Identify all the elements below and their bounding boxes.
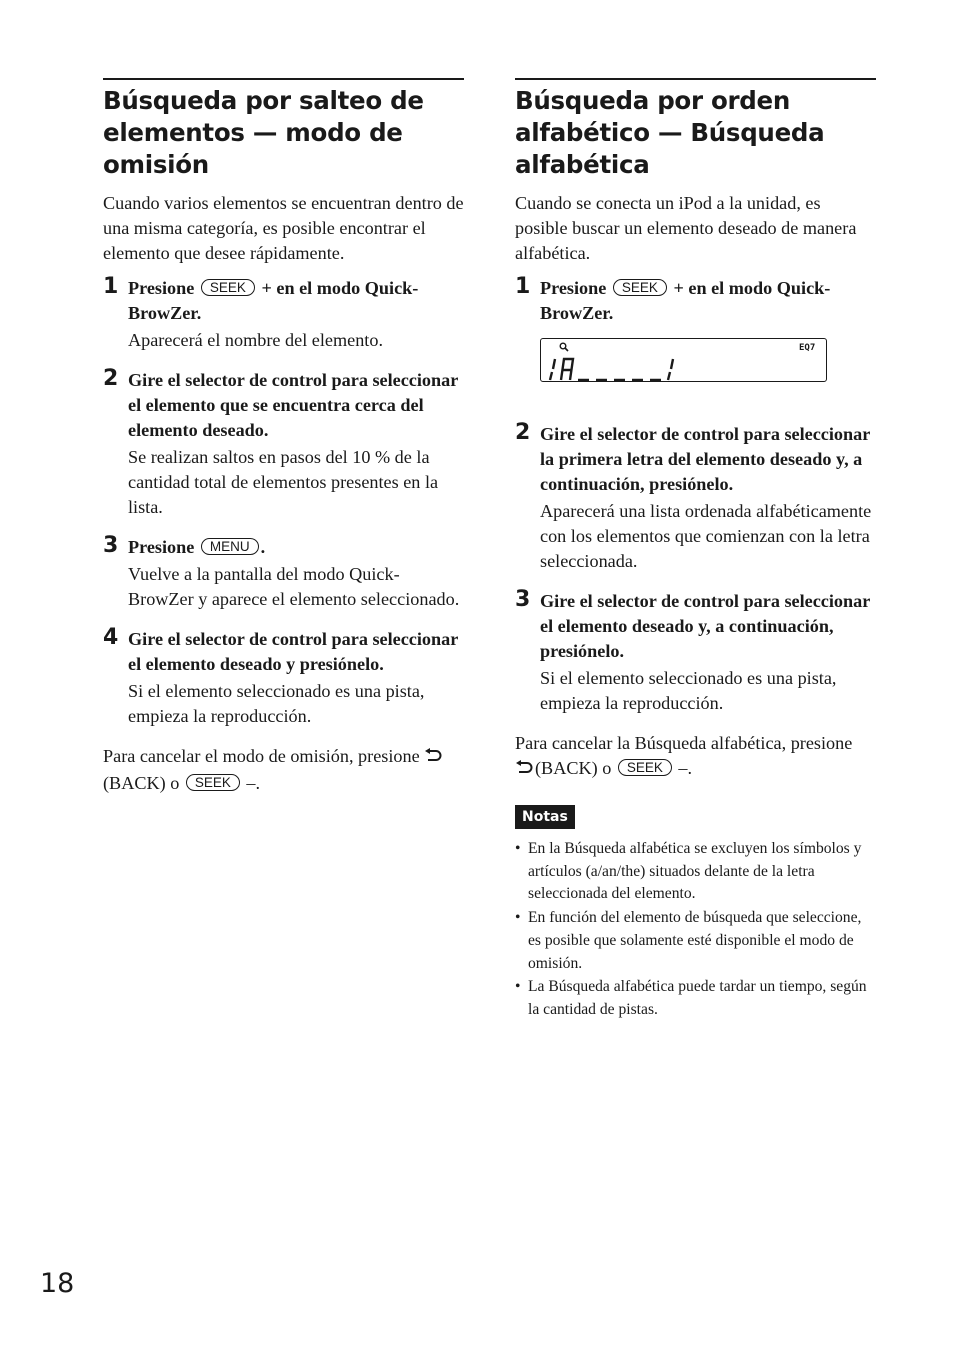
notes-list	[515, 838, 876, 1022]
step-instruction: Gire el selector de control para seleccionar la primera letra del elemento deseado y, a continuación, presiónelo.	[540, 424, 870, 494]
eq-indicator: EQ7	[799, 343, 816, 353]
back-text: (BACK) o	[535, 758, 612, 778]
step-text: + en el modo Quick-BrowZer.	[128, 278, 419, 323]
step-description: Se realizan saltos en pasos del 10 % de la cantidad total de elementos presentes en la lista.	[128, 447, 439, 517]
step-number: 2	[515, 420, 531, 445]
section-rule	[515, 78, 876, 80]
step-number: 1	[103, 274, 119, 299]
step-text: + en el modo Quick-BrowZer.	[540, 278, 831, 323]
step-text: .	[260, 537, 266, 557]
back-text: (BACK) o	[103, 773, 180, 793]
notes-heading: Notas	[515, 805, 575, 829]
step-1	[103, 276, 464, 353]
cancel-end: –.	[678, 758, 693, 778]
back-arrow-icon	[515, 758, 533, 783]
lcd-display-graphic	[541, 339, 828, 383]
step-instruction	[128, 276, 464, 326]
seek-key: SEEK	[186, 774, 240, 791]
seek-key: SEEK	[201, 279, 255, 296]
seek-key: SEEK	[613, 279, 667, 296]
step-text: Presione	[128, 278, 195, 298]
cancel-instruction	[515, 731, 876, 783]
step-instruction: Gire el selector de control para seleccionar el elemento deseado y, a continuación, presiónelo.	[540, 591, 870, 661]
section-intro: Cuando varios elementos se encuentran dentro de una misma categoría, es posible encontrar el elemento que desee rápidamente.	[103, 193, 464, 263]
section-title-skip-mode: Búsqueda por salteo de elementos — modo de omisión	[103, 86, 424, 179]
step-2	[515, 422, 876, 574]
step-text: Presione	[540, 278, 607, 298]
section-title-alphabet-search: Búsqueda por orden alfabético — Búsqueda alfabética	[515, 86, 825, 179]
step-3	[515, 589, 876, 716]
step-2	[103, 368, 464, 520]
section-intro: Cuando se conecta un iPod a la unidad, es posible buscar un elemento deseado de manera alfabética.	[515, 193, 857, 263]
step-description: Vuelve a la pantalla del modo Quick-BrowZer y aparece el elemento seleccionado.	[128, 564, 460, 609]
note-item: • En la Búsqueda alfabética se excluyen los símbolos y artículos (a/an/the) situados delante de la letra seleccionada del elemento.	[515, 838, 876, 906]
step-1	[515, 276, 876, 382]
menu-key: MENU	[201, 538, 259, 555]
right-column	[515, 78, 876, 1023]
seek-key: SEEK	[618, 759, 672, 776]
step-description: Aparecerá el nombre del elemento.	[128, 330, 383, 350]
step-instruction	[540, 276, 876, 326]
step-number: 1	[515, 274, 531, 299]
step-description: Si el elemento seleccionado es una pista, empieza la reproducción.	[540, 668, 837, 713]
lcd-display	[540, 338, 827, 382]
step-3	[103, 535, 464, 612]
section-rule	[103, 78, 464, 80]
note-item: • La Búsqueda alfabética puede tardar un tiempo, según la cantidad de pistas.	[515, 976, 876, 1021]
note-item: • En función del elemento de búsqueda que seleccione, es posible que solamente esté disponible el modo de omisión.	[515, 907, 876, 975]
step-4	[103, 627, 464, 729]
step-text: Presione	[128, 537, 195, 557]
left-column	[103, 78, 464, 796]
cancel-end: –.	[246, 773, 261, 793]
step-description: Aparecerá una lista ordenada alfabéticamente con los elementos que comienzan con la letra seleccionada.	[540, 501, 872, 571]
step-number: 3	[515, 587, 531, 612]
cancel-instruction	[103, 744, 464, 796]
magnifier-icon	[560, 343, 568, 351]
lcd-text	[550, 359, 673, 380]
page-number: 18	[40, 1268, 75, 1299]
step-number: 3	[103, 533, 119, 558]
step-instruction: Gire el selector de control para seleccionar el elemento deseado y presiónelo.	[128, 629, 458, 674]
cancel-text: Para cancelar el modo de omisión, presione	[103, 746, 420, 766]
step-instruction	[128, 535, 464, 560]
step-number: 4	[103, 625, 119, 650]
step-instruction: Gire el selector de control para seleccionar el elemento que se encuentra cerca del elemento deseado.	[128, 370, 458, 440]
cancel-text: Para cancelar la Búsqueda alfabética, presione	[515, 733, 853, 753]
back-arrow-icon	[424, 746, 442, 771]
step-number: 2	[103, 366, 119, 391]
step-description: Si el elemento seleccionado es una pista, empieza la reproducción.	[128, 681, 425, 726]
